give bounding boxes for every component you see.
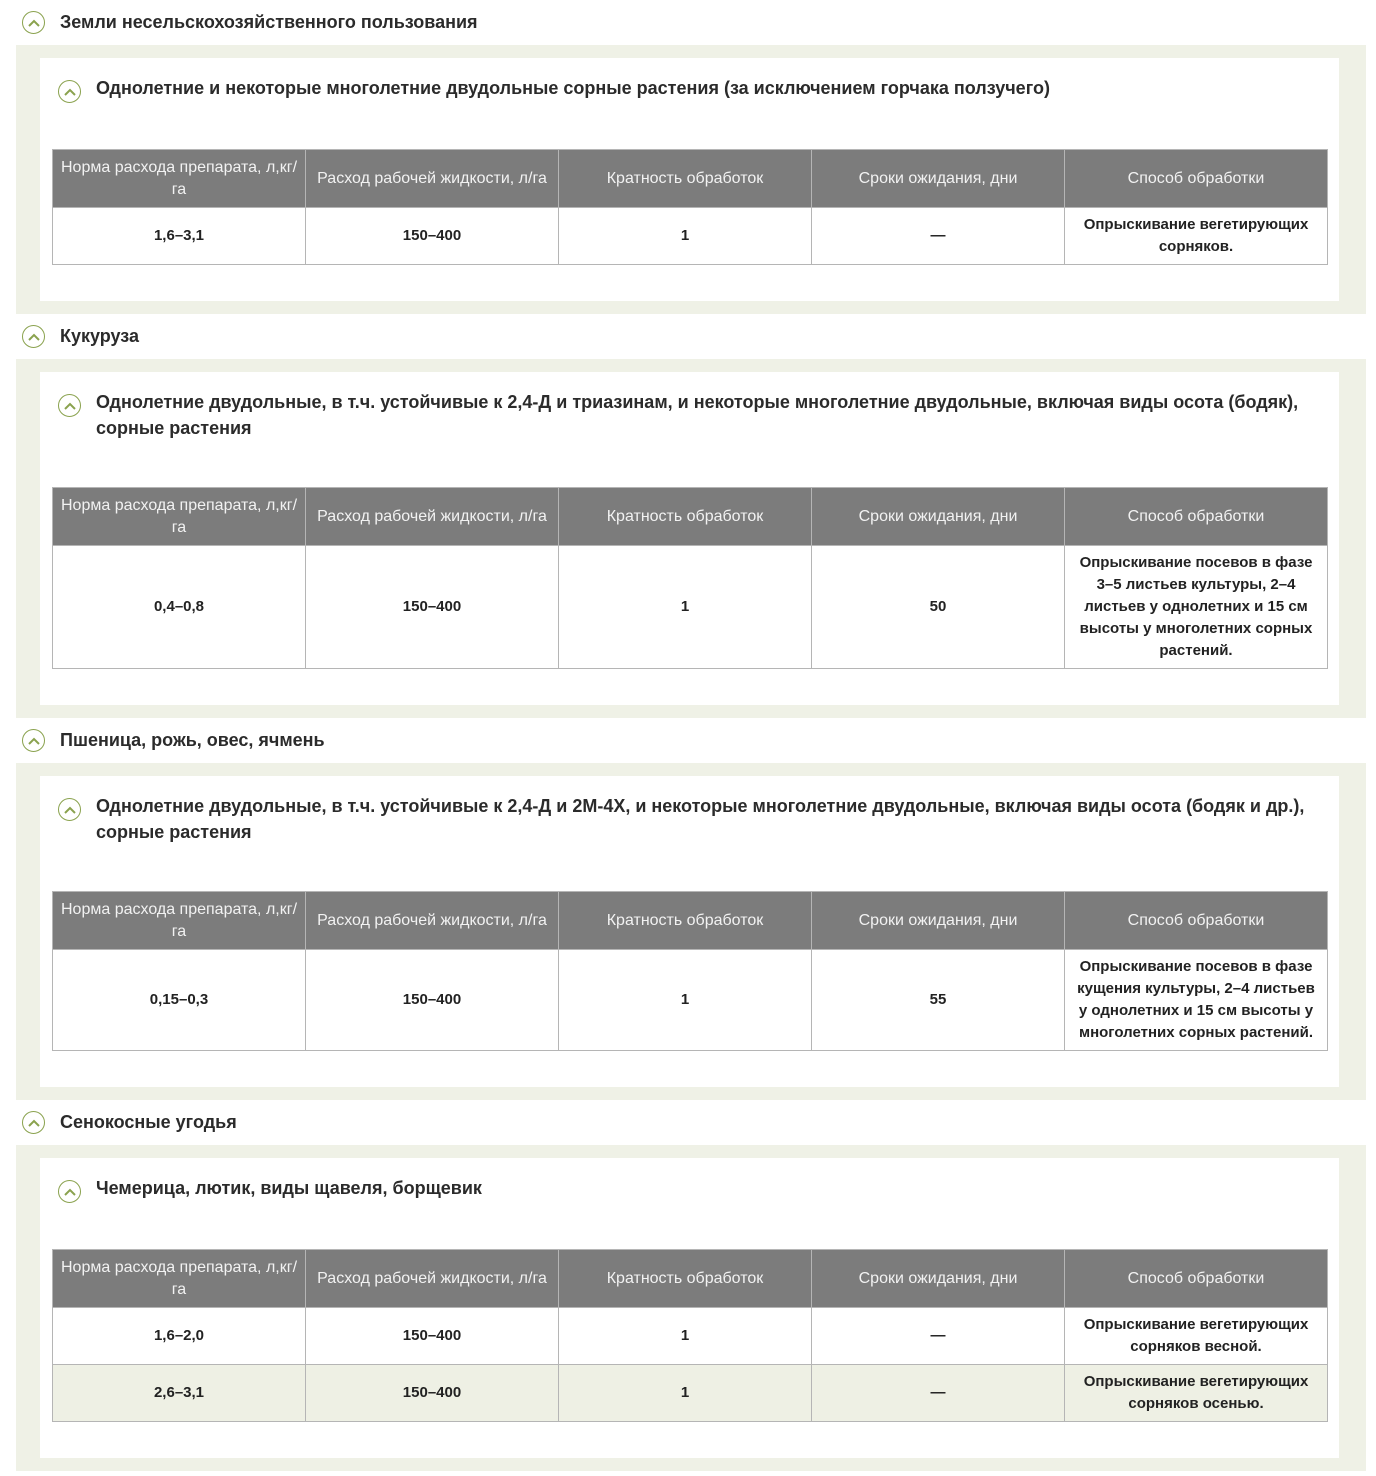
column-header: Сроки ожидания, дни <box>812 488 1065 546</box>
chevron-up-icon[interactable] <box>22 325 45 348</box>
cell-method: Опрыскивание посевов в фазе кущения культуры, 2–4 листьев у однолетних и 15 см высоты у многолетних сорных растений. <box>1065 950 1328 1051</box>
table-header-row <box>53 150 1328 208</box>
cell-liquid: 150–400 <box>306 1365 559 1422</box>
cell-liquid: 150–400 <box>306 546 559 669</box>
subsection-header[interactable] <box>52 793 1327 845</box>
section-1 <box>0 314 1376 718</box>
section-body <box>16 763 1366 1100</box>
table-header-row <box>53 1250 1328 1308</box>
section-2 <box>0 718 1376 1100</box>
section-0 <box>0 0 1376 314</box>
cell-method: Опрыскивание вегетирующих сорняков весной. <box>1065 1308 1328 1365</box>
column-header: Способ обработки <box>1065 150 1328 208</box>
column-header: Кратность обработок <box>559 488 812 546</box>
chevron-up-icon[interactable] <box>58 80 81 103</box>
column-header: Сроки ожидания, дни <box>812 1250 1065 1308</box>
table-row <box>53 1365 1328 1422</box>
subsection-title: Однолетние двудольные, в т.ч. устойчивые к 2,4-Д и 2М-4Х, и некоторые многолетние двудольные, включая виды осота (бодяк и др.), сорные растения <box>96 796 1305 842</box>
column-header: Норма расхода препарата, л,кг/га <box>53 1250 306 1308</box>
column-header: Норма расхода препарата, л,кг/га <box>53 488 306 546</box>
cell-liquid: 150–400 <box>306 208 559 265</box>
subsection <box>40 372 1339 705</box>
column-header: Норма расхода препарата, л,кг/га <box>53 892 306 950</box>
norm-table <box>52 149 1328 265</box>
column-header: Способ обработки <box>1065 892 1328 950</box>
subsection <box>40 776 1339 1087</box>
chevron-up-icon[interactable] <box>58 798 81 821</box>
subsection-header[interactable] <box>52 1175 1327 1203</box>
chevron-up-icon[interactable] <box>22 11 45 34</box>
section-title: Сенокосные угодья <box>60 1112 237 1132</box>
column-header: Сроки ожидания, дни <box>812 150 1065 208</box>
subsection-title: Однолетние двудольные, в т.ч. устойчивые к 2,4-Д и триазинам, и некоторые многолетние двудольные, включая виды осота (бодяк), сорные растения <box>96 392 1299 438</box>
cell-count: 1 <box>559 208 812 265</box>
subsection-title: Однолетние и некоторые многолетние двудольные сорные растения (за исключением горчака ползучего) <box>96 78 1050 98</box>
column-header: Расход рабочей жидкости, л/га <box>306 892 559 950</box>
section-3 <box>0 1100 1376 1471</box>
cell-count: 1 <box>559 1308 812 1365</box>
cell-wait: 55 <box>812 950 1065 1051</box>
cell-rate: 1,6–2,0 <box>53 1308 306 1365</box>
column-header: Расход рабочей жидкости, л/га <box>306 1250 559 1308</box>
section-title: Земли несельскохозяйственного пользования <box>60 12 478 32</box>
cell-method: Опрыскивание вегетирующих сорняков. <box>1065 208 1328 265</box>
section-body <box>16 45 1366 314</box>
cell-rate: 0,15–0,3 <box>53 950 306 1051</box>
column-header: Кратность обработок <box>559 892 812 950</box>
cell-liquid: 150–400 <box>306 950 559 1051</box>
section-title: Пшеница, рожь, овес, ячмень <box>60 730 325 750</box>
table-row <box>53 950 1328 1051</box>
chevron-up-icon[interactable] <box>58 1180 81 1203</box>
section-header[interactable] <box>0 0 1376 45</box>
cell-count: 1 <box>559 950 812 1051</box>
table-row <box>53 1308 1328 1365</box>
norm-table <box>52 891 1328 1051</box>
column-header: Расход рабочей жидкости, л/га <box>306 488 559 546</box>
table-row <box>53 208 1328 265</box>
cell-count: 1 <box>559 1365 812 1422</box>
cell-method: Опрыскивание посевов в фазе 3–5 листьев культуры, 2–4 листьев у однолетних и 15 см высоты у многолетних сорных растений. <box>1065 546 1328 669</box>
section-title: Кукуруза <box>60 326 140 346</box>
column-header: Сроки ожидания, дни <box>812 892 1065 950</box>
section-body <box>16 1145 1366 1471</box>
norm-table <box>52 1249 1328 1422</box>
cell-method: Опрыскивание вегетирующих сорняков осенью. <box>1065 1365 1328 1422</box>
column-header: Способ обработки <box>1065 1250 1328 1308</box>
section-header[interactable] <box>0 718 1376 763</box>
column-header: Кратность обработок <box>559 1250 812 1308</box>
chevron-up-icon[interactable] <box>58 394 81 417</box>
cell-rate: 1,6–3,1 <box>53 208 306 265</box>
table-row <box>53 546 1328 669</box>
table-header-row <box>53 488 1328 546</box>
subsection-title: Чемерица, лютик, виды щавеля, борщевик <box>96 1178 482 1198</box>
cell-wait: 50 <box>812 546 1065 669</box>
norm-table <box>52 487 1328 669</box>
column-header: Норма расхода препарата, л,кг/га <box>53 150 306 208</box>
column-header: Кратность обработок <box>559 150 812 208</box>
column-header: Расход рабочей жидкости, л/га <box>306 150 559 208</box>
cell-rate: 2,6–3,1 <box>53 1365 306 1422</box>
cell-liquid: 150–400 <box>306 1308 559 1365</box>
cell-rate: 0,4–0,8 <box>53 546 306 669</box>
column-header: Способ обработки <box>1065 488 1328 546</box>
cell-wait: — <box>812 208 1065 265</box>
section-header[interactable] <box>0 314 1376 359</box>
subsection-header[interactable] <box>52 75 1327 103</box>
section-header[interactable] <box>0 1100 1376 1145</box>
chevron-up-icon[interactable] <box>22 729 45 752</box>
chevron-up-icon[interactable] <box>22 1111 45 1134</box>
section-body <box>16 359 1366 718</box>
table-header-row <box>53 892 1328 950</box>
subsection <box>40 1158 1339 1458</box>
cell-wait: — <box>812 1365 1065 1422</box>
cell-wait: — <box>812 1308 1065 1365</box>
subsection-header[interactable] <box>52 389 1327 441</box>
subsection <box>40 58 1339 301</box>
cell-count: 1 <box>559 546 812 669</box>
